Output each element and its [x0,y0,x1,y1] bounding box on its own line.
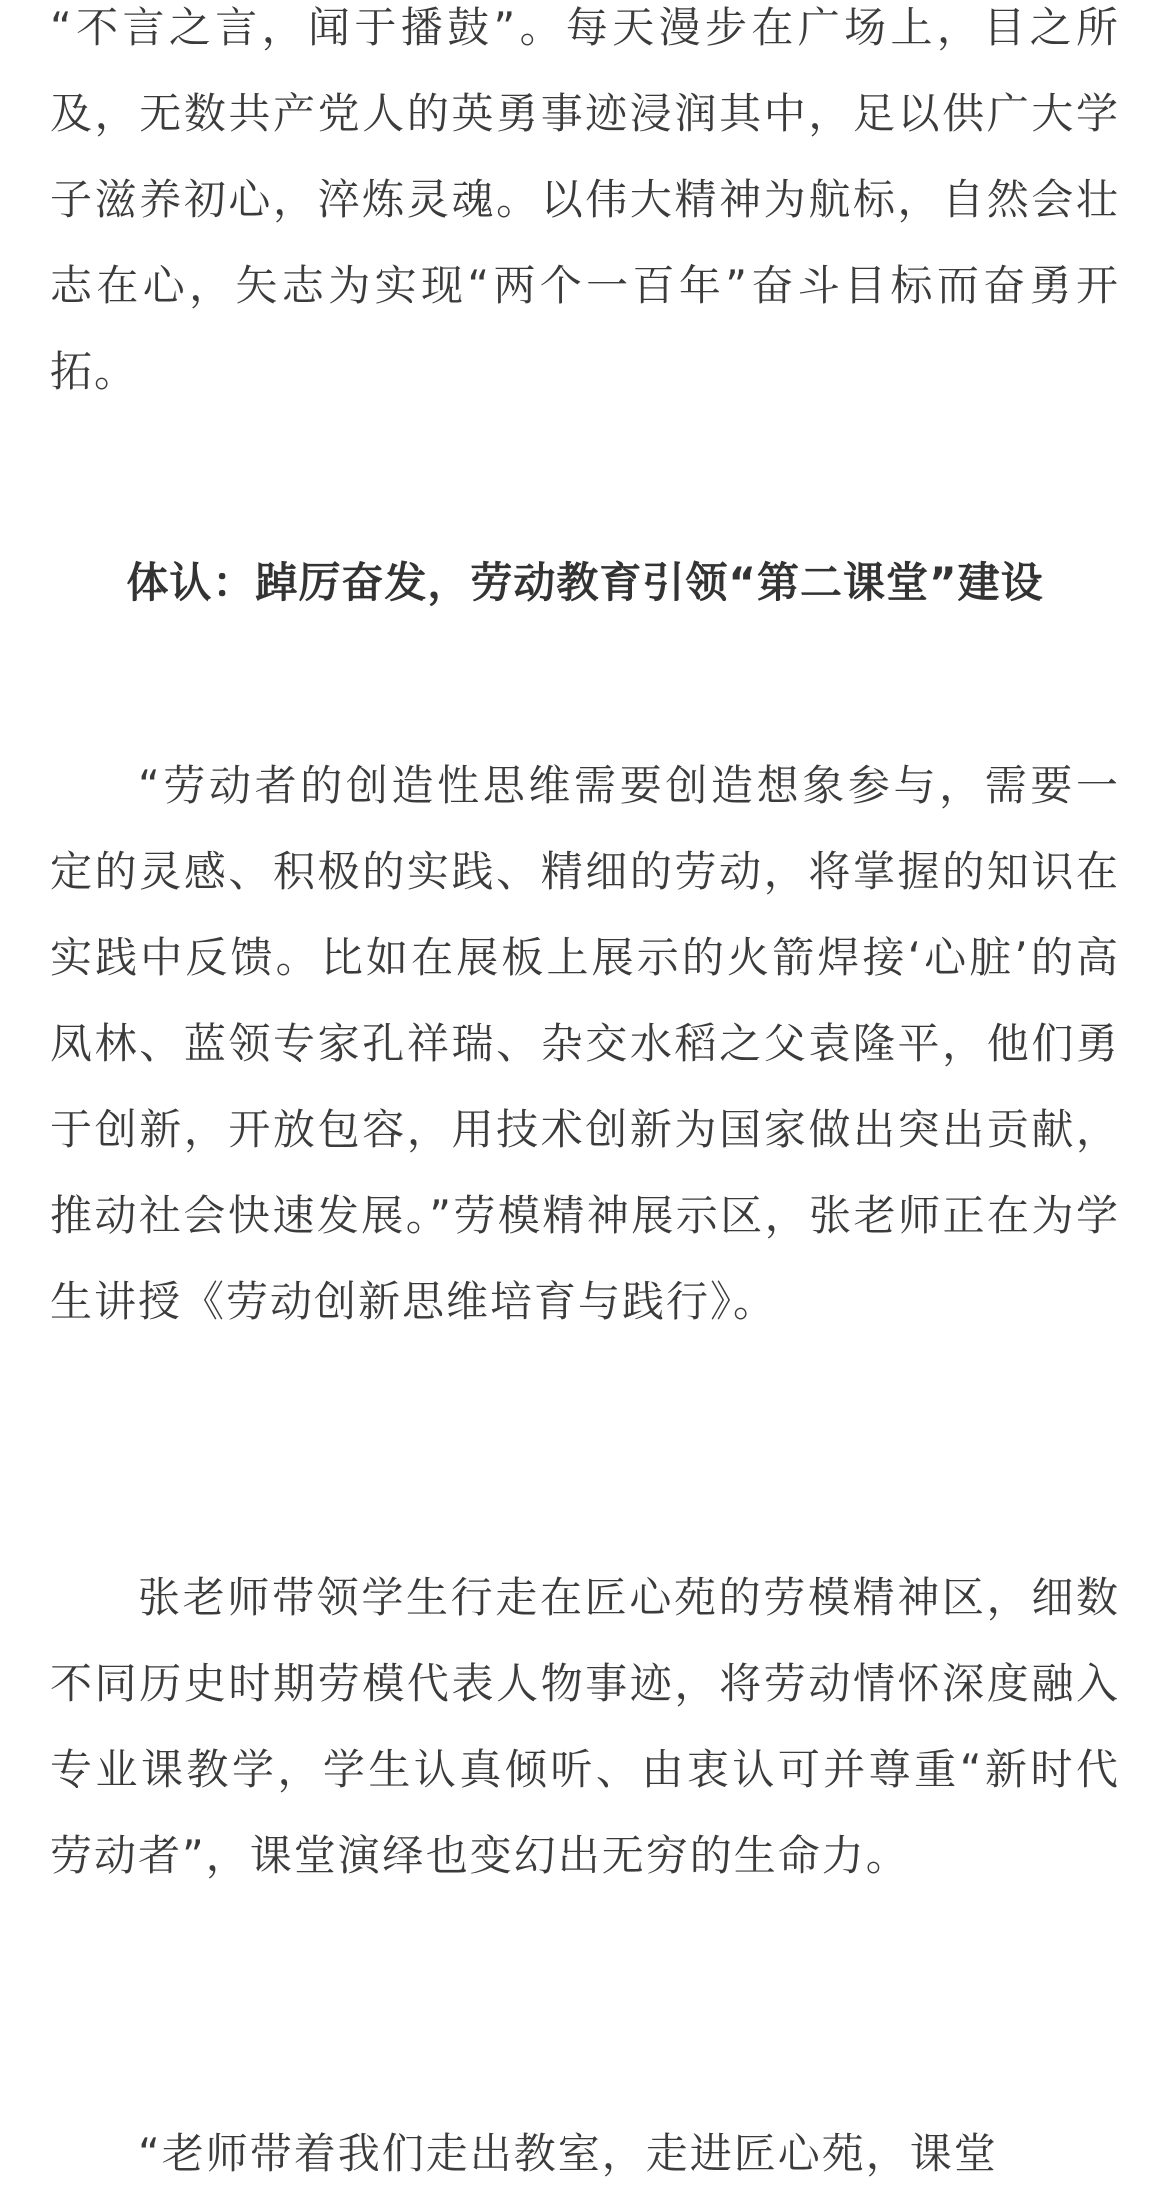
article-paragraph: 张老师带领学生行走在匠心苑的劳模精神区，细数不同历史时期劳模代表人物事迹，将劳动情怀深度融入专业课教学，学生认真倾听、由衷认可并尊重“新时代劳动者”，课堂演绎也变幻出无穷的生命力。 [50,1573,1120,1880]
article-paragraph: “不言之言，闻于播鼓”。每天漫步在广场上，目之所及，无数共产党人的英勇事迹浸润其中，足以供广大学子滋养初心，淬炼灵魂。以伟大精神为航标，自然会壮志在心，矢志为实现“两个一百年”奋斗目标而奋勇开拓。 [50,3,1120,396]
article-paragraph: “老师带着我们走出教室，走进匠心苑，课堂 [138,2129,998,2178]
article-paragraph: “劳动者的创造性思维需要创造想象参与，需要一定的灵感、积极的实践、精细的劳动，将掌握的知识在实践中反馈。比如在展板上展示的火箭焊接‘心脏’的高凤林、蓝领专家孔祥瑞、杂交水稻之父袁隆平，他们勇于创新，开放包容，用技术创新为国家做出突出贡献，推动社会快速发展。”劳模精神展示区，张老师正在为学生讲授《劳动创新思维培育与践行》。 [50,761,1120,1326]
section-heading: 体认：踔厉奋发，劳动教育引领“第二课堂”建设 [126,558,1044,607]
